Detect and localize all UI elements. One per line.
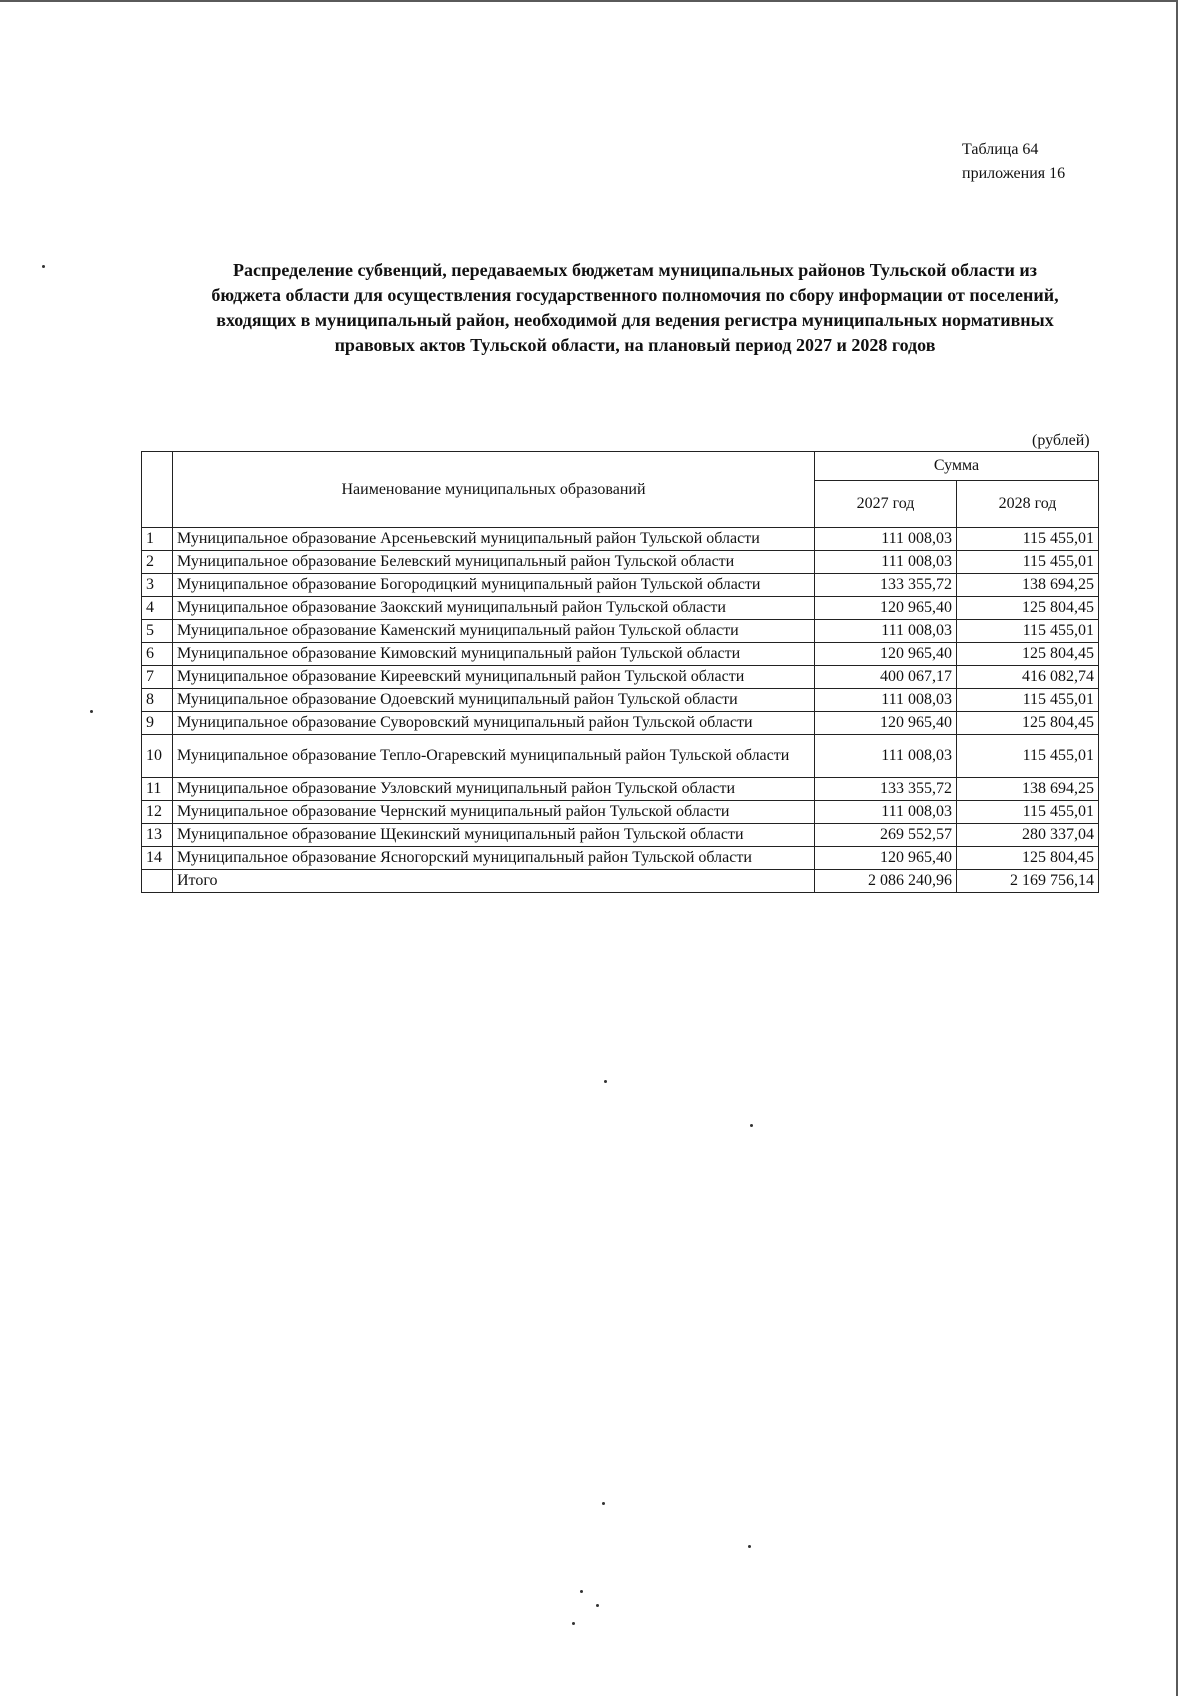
amount-2027: 111 008,03	[815, 801, 957, 824]
amount-2028: 115 455,01	[957, 801, 1099, 824]
municipality-name: Муниципальное образование Каменский муниципальный район Тульской области	[173, 620, 815, 643]
amount-2028: 115 455,01	[957, 689, 1099, 712]
amount-2028: 416 082,74	[957, 666, 1099, 689]
amount-2027: 120 965,40	[815, 847, 957, 870]
amount-2028: 115 455,01	[957, 528, 1099, 551]
total-2027: 2 086 240,96	[815, 870, 957, 893]
appendix-number: приложения 16	[962, 165, 1066, 182]
amount-2028: 138 694,25	[957, 574, 1099, 597]
amount-2027: 111 008,03	[815, 528, 957, 551]
subsidy-table	[141, 451, 1099, 893]
amount-2027: 269 552,57	[815, 824, 957, 847]
table-header-row	[142, 452, 1099, 481]
table-row	[142, 551, 1099, 574]
row-number: 8	[142, 689, 173, 712]
municipality-name: Муниципальное образование Заокский муниципальный район Тульской области	[173, 597, 815, 620]
table-row	[142, 528, 1099, 551]
units-label: (рублей)	[1032, 432, 1090, 449]
table-row	[142, 712, 1099, 735]
row-number: 3	[142, 574, 173, 597]
table-row	[142, 597, 1099, 620]
table-row	[142, 824, 1099, 847]
municipality-name: Муниципальное образование Щекинский муниципальный район Тульской области	[173, 824, 815, 847]
municipality-name: Муниципальное образование Чернский муниципальный район Тульской области	[173, 801, 815, 824]
amount-2028: 115 455,01	[957, 551, 1099, 574]
table-row	[142, 620, 1099, 643]
municipality-name: Муниципальное образование Киреевский муниципальный район Тульской области	[173, 666, 815, 689]
sum-header: Сумма	[815, 452, 1099, 481]
row-number: 5	[142, 620, 173, 643]
amount-2027: 111 008,03	[815, 551, 957, 574]
table-row	[142, 643, 1099, 666]
scan-speck	[604, 1080, 607, 1083]
row-number: 7	[142, 666, 173, 689]
number-header	[142, 452, 173, 528]
amount-2028: 125 804,45	[957, 643, 1099, 666]
amount-2028: 138 694,25	[957, 778, 1099, 801]
table-row	[142, 689, 1099, 712]
row-number: 11	[142, 778, 173, 801]
amount-2027: 120 965,40	[815, 712, 957, 735]
municipality-name: Муниципальное образование Суворовский муниципальный район Тульской области	[173, 712, 815, 735]
title-line: бюджета области для осуществления государственного полномочия по сбору информации от поселений,	[211, 285, 1059, 305]
total-2028: 2 169 756,14	[957, 870, 1099, 893]
amount-2027: 133 355,72	[815, 574, 957, 597]
scan-speck	[596, 1604, 599, 1607]
name-header: Наименование муниципальных образований	[173, 452, 815, 528]
row-number: 13	[142, 824, 173, 847]
row-number: 14	[142, 847, 173, 870]
amount-2027: 120 965,40	[815, 597, 957, 620]
amount-2028: 125 804,45	[957, 712, 1099, 735]
total-row	[142, 870, 1099, 893]
table-row	[142, 666, 1099, 689]
title-line: входящих в муниципальный район, необходимой для ведения регистра муниципальных нормативных	[216, 310, 1054, 330]
title-line: Распределение субвенций, передаваемых бюджетам муниципальных районов Тульской области из	[232, 260, 1038, 280]
row-number: 6	[142, 643, 173, 666]
table-row	[142, 778, 1099, 801]
total-label: Итого	[173, 870, 815, 893]
table-reference	[962, 138, 1065, 186]
row-number: 4	[142, 597, 173, 620]
page-border-right	[1176, 0, 1178, 1696]
municipality-name: Муниципальное образование Арсеньевский муниципальный район Тульской области	[173, 528, 815, 551]
amount-2028: 125 804,45	[957, 597, 1099, 620]
year-2027-header: 2027 год	[815, 481, 957, 528]
year-2028-header: 2028 год	[957, 481, 1099, 528]
amount-2027: 111 008,03	[815, 689, 957, 712]
municipality-name: Муниципальное образование Тепло-Огаревский муниципальный район Тульской области	[173, 735, 815, 778]
total-number-cell	[142, 870, 173, 893]
table-row	[142, 574, 1099, 597]
scan-speck	[748, 1545, 751, 1548]
table-row	[142, 847, 1099, 870]
amount-2027: 111 008,03	[815, 735, 957, 778]
scan-speck	[90, 710, 93, 713]
row-number: 12	[142, 801, 173, 824]
scan-speck	[572, 1622, 575, 1625]
municipality-name: Муниципальное образование Белевский муниципальный район Тульской области	[173, 551, 815, 574]
scan-speck	[750, 1124, 753, 1127]
title-line: правовых актов Тульской области, на плановый период 2027 и 2028 годов	[334, 335, 936, 355]
row-number: 9	[142, 712, 173, 735]
table-row	[142, 801, 1099, 824]
amount-2028: 115 455,01	[957, 620, 1099, 643]
amount-2027: 120 965,40	[815, 643, 957, 666]
document-title	[150, 258, 1120, 358]
amount-2027: 400 067,17	[815, 666, 957, 689]
amount-2028: 115 455,01	[957, 735, 1099, 778]
row-number: 10	[142, 735, 173, 778]
municipality-name: Муниципальное образование Узловский муниципальный район Тульской области	[173, 778, 815, 801]
table-row	[142, 735, 1099, 778]
amount-2027: 133 355,72	[815, 778, 957, 801]
municipality-name: Муниципальное образование Кимовский муниципальный район Тульской области	[173, 643, 815, 666]
page-border-top	[0, 0, 1176, 2]
scan-speck	[42, 265, 45, 268]
row-number: 1	[142, 528, 173, 551]
amount-2028: 280 337,04	[957, 824, 1099, 847]
scan-speck	[580, 1590, 583, 1593]
municipality-name: Муниципальное образование Ясногорский муниципальный район Тульской области	[173, 847, 815, 870]
amount-2027: 111 008,03	[815, 620, 957, 643]
scan-speck	[602, 1502, 605, 1505]
municipality-name: Муниципальное образование Одоевский муниципальный район Тульской области	[173, 689, 815, 712]
amount-2028: 125 804,45	[957, 847, 1099, 870]
table-number: Таблица 64	[962, 141, 1039, 158]
row-number: 2	[142, 551, 173, 574]
municipality-name: Муниципальное образование Богородицкий муниципальный район Тульской области	[173, 574, 815, 597]
